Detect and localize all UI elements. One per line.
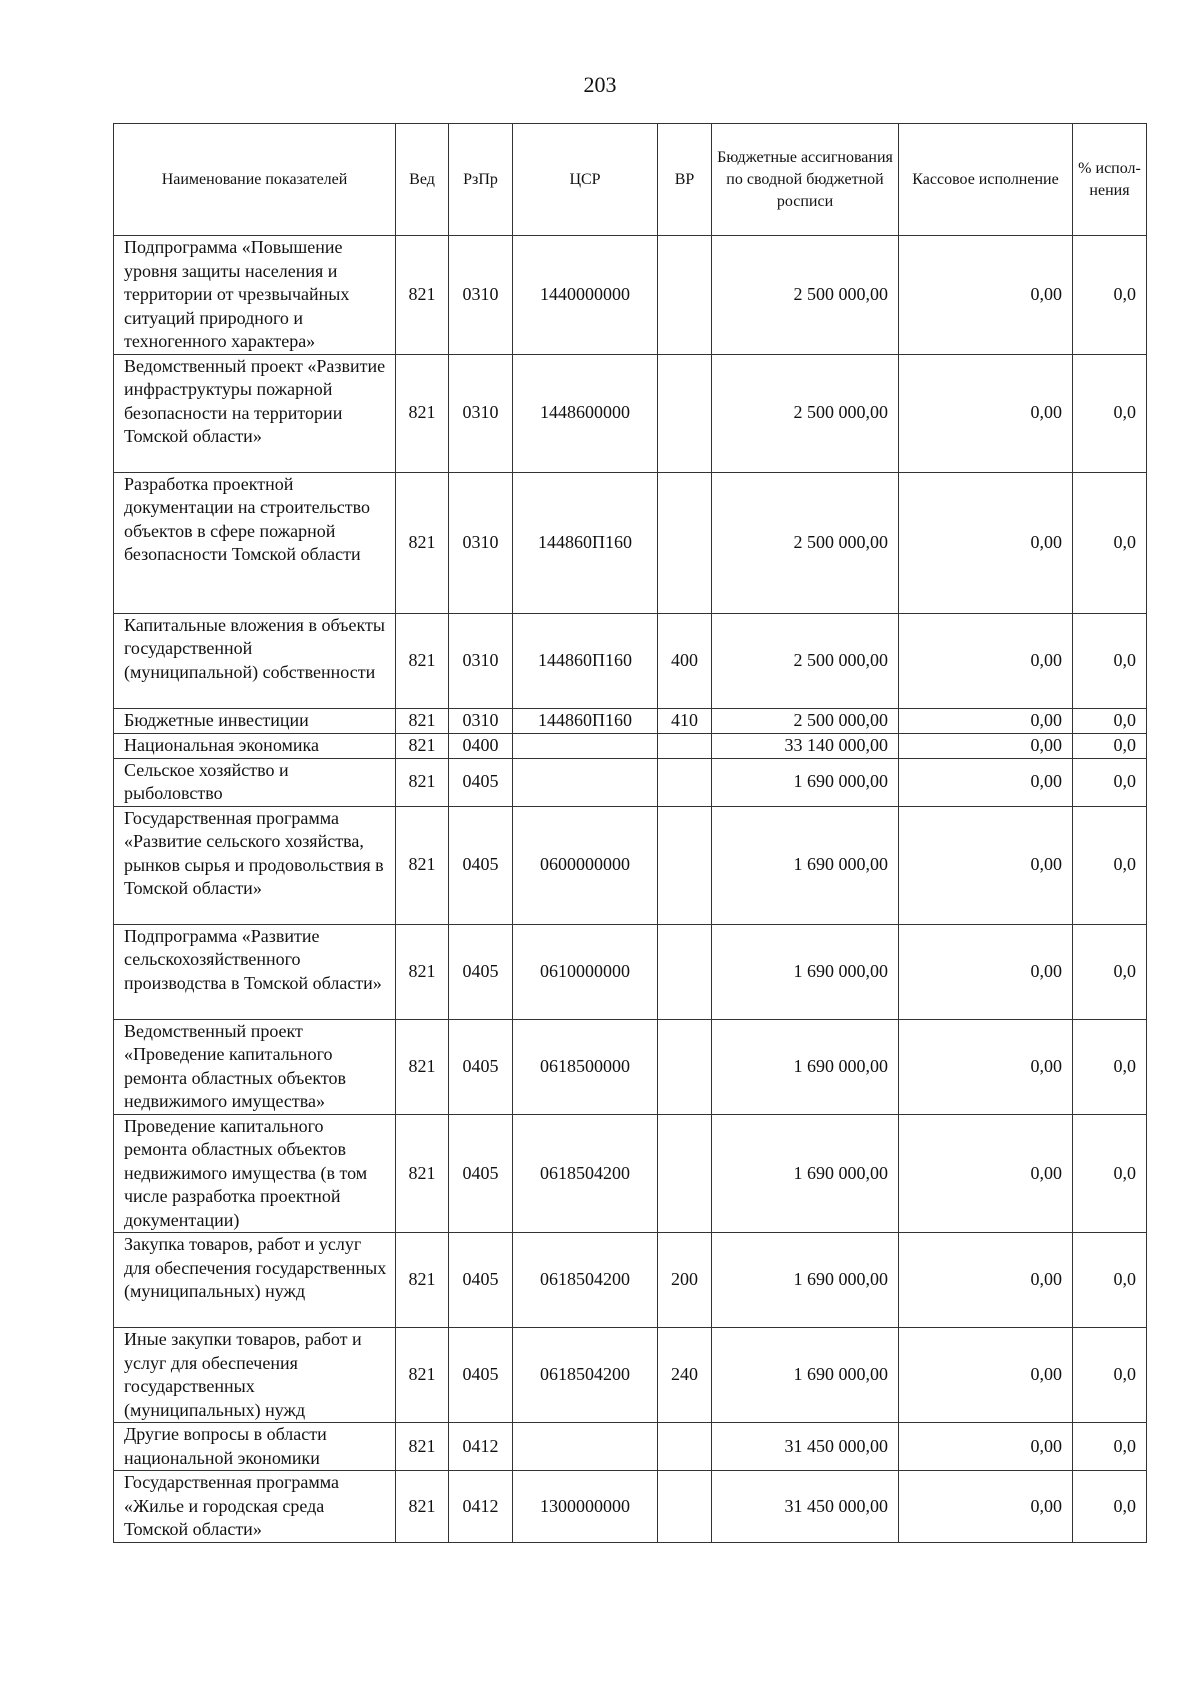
row-csr: 0618504200: [513, 1233, 658, 1328]
row-cash: 0,00: [899, 806, 1073, 924]
row-vr: [658, 1423, 712, 1471]
row-cash: 0,00: [899, 1114, 1073, 1233]
row-csr: [513, 1423, 658, 1471]
row-name: Национальная экономика: [114, 733, 396, 758]
row-percent: 0,0: [1073, 354, 1147, 472]
row-vr: [658, 236, 712, 355]
row-budget: 2 500 000,00: [712, 354, 899, 472]
row-ved: 821: [396, 1233, 449, 1328]
row-csr: 0618500000: [513, 1019, 658, 1114]
row-cash: 0,00: [899, 1423, 1073, 1471]
table-row: [114, 1019, 1147, 1114]
row-budget: 1 690 000,00: [712, 1233, 899, 1328]
row-ved: 821: [396, 806, 449, 924]
row-budget: 33 140 000,00: [712, 733, 899, 758]
row-name: Подпрограмма «Развитие сельскохозяйственного производства в Томской области»: [114, 924, 396, 1019]
row-rzpr: 0405: [449, 1114, 513, 1233]
row-percent: 0,0: [1073, 1019, 1147, 1114]
row-percent: 0,0: [1073, 613, 1147, 708]
row-percent: 0,0: [1073, 236, 1147, 355]
row-percent: 0,0: [1073, 1114, 1147, 1233]
row-csr: 0610000000: [513, 924, 658, 1019]
row-cash: 0,00: [899, 1471, 1073, 1543]
table-row: [114, 472, 1147, 613]
row-rzpr: 0310: [449, 613, 513, 708]
budget-execution-table: [113, 123, 1147, 1543]
table-row: [114, 1328, 1147, 1423]
table-row: [114, 806, 1147, 924]
row-rzpr: 0310: [449, 236, 513, 355]
row-name: Государственная программа «Развитие сельского хозяйства, рынков сырья и продовольствия в Томской области»: [114, 806, 396, 924]
row-ved: 821: [396, 1019, 449, 1114]
row-ved: 821: [396, 1423, 449, 1471]
row-cash: 0,00: [899, 354, 1073, 472]
row-csr: [513, 758, 658, 806]
row-name: Разработка проектной документации на строительство объектов в сфере пожарной безопасности Томской области: [114, 472, 396, 613]
row-rzpr: 0412: [449, 1471, 513, 1543]
row-ved: 821: [396, 924, 449, 1019]
row-percent: 0,0: [1073, 758, 1147, 806]
row-budget: 1 690 000,00: [712, 1328, 899, 1423]
row-percent: 0,0: [1073, 1233, 1147, 1328]
row-name: Ведомственный проект «Развитие инфраструктуры пожарной безопасности на территории Томской области»: [114, 354, 396, 472]
row-csr: 0618504200: [513, 1114, 658, 1233]
row-ved: 821: [396, 1471, 449, 1543]
row-percent: 0,0: [1073, 472, 1147, 613]
row-csr: 0600000000: [513, 806, 658, 924]
row-csr: 1300000000: [513, 1471, 658, 1543]
table-row: [114, 354, 1147, 472]
row-percent: 0,0: [1073, 806, 1147, 924]
row-rzpr: 0310: [449, 354, 513, 472]
row-rzpr: 0400: [449, 733, 513, 758]
row-budget: 2 500 000,00: [712, 236, 899, 355]
row-cash: 0,00: [899, 924, 1073, 1019]
row-cash: 0,00: [899, 733, 1073, 758]
row-budget: 31 450 000,00: [712, 1423, 899, 1471]
row-budget: 1 690 000,00: [712, 1019, 899, 1114]
row-ved: 821: [396, 708, 449, 733]
column-header-budget: Бюджетные ассигнования по сводной бюджетной росписи: [712, 124, 899, 236]
table-row: [114, 1471, 1147, 1543]
row-ved: 821: [396, 613, 449, 708]
table-row: [114, 758, 1147, 806]
row-name: Иные закупки товаров, работ и услуг для обеспечения государственных (муниципальных) нужд: [114, 1328, 396, 1423]
row-vr: 200: [658, 1233, 712, 1328]
table-row: [114, 1423, 1147, 1471]
row-cash: 0,00: [899, 1019, 1073, 1114]
row-csr: 144860П160: [513, 613, 658, 708]
row-cash: 0,00: [899, 1328, 1073, 1423]
row-vr: [658, 924, 712, 1019]
row-cash: 0,00: [899, 758, 1073, 806]
row-csr: [513, 733, 658, 758]
row-ved: 821: [396, 354, 449, 472]
row-ved: 821: [396, 733, 449, 758]
column-header-rzpr: РзПр: [449, 124, 513, 236]
row-vr: [658, 1019, 712, 1114]
row-cash: 0,00: [899, 236, 1073, 355]
row-csr: 1440000000: [513, 236, 658, 355]
row-ved: 821: [396, 472, 449, 613]
column-header-vr: ВР: [658, 124, 712, 236]
row-csr: 144860П160: [513, 472, 658, 613]
row-name: Другие вопросы в области национальной экономики: [114, 1423, 396, 1471]
row-name: Закупка товаров, работ и услуг для обеспечения государственных (муниципальных) нужд: [114, 1233, 396, 1328]
row-budget: 1 690 000,00: [712, 1114, 899, 1233]
row-rzpr: 0405: [449, 806, 513, 924]
row-percent: 0,0: [1073, 1471, 1147, 1543]
row-budget: 31 450 000,00: [712, 1471, 899, 1543]
row-rzpr: 0310: [449, 472, 513, 613]
table-body: [114, 236, 1147, 1543]
row-name: Проведение капитального ремонта областных объектов недвижимого имущества (в том числе разработка проектной документации): [114, 1114, 396, 1233]
row-ved: 821: [396, 236, 449, 355]
row-name: Сельское хозяйство и рыболовство: [114, 758, 396, 806]
table-row: [114, 1233, 1147, 1328]
row-csr: 144860П160: [513, 708, 658, 733]
row-budget: 1 690 000,00: [712, 758, 899, 806]
row-vr: 400: [658, 613, 712, 708]
row-ved: 821: [396, 758, 449, 806]
column-header-cash: Кассовое исполнение: [899, 124, 1073, 236]
row-percent: 0,0: [1073, 708, 1147, 733]
table-row: [114, 733, 1147, 758]
row-cash: 0,00: [899, 708, 1073, 733]
row-vr: 240: [658, 1328, 712, 1423]
row-budget: 2 500 000,00: [712, 472, 899, 613]
row-rzpr: 0405: [449, 1328, 513, 1423]
row-percent: 0,0: [1073, 733, 1147, 758]
row-cash: 0,00: [899, 472, 1073, 613]
row-rzpr: 0405: [449, 1233, 513, 1328]
row-ved: 821: [396, 1114, 449, 1233]
row-rzpr: 0405: [449, 1019, 513, 1114]
column-header-name: Наименование показателей: [114, 124, 396, 236]
row-ved: 821: [396, 1328, 449, 1423]
table-header-row: [114, 124, 1147, 236]
table-row: [114, 236, 1147, 355]
row-vr: [658, 806, 712, 924]
row-vr: [658, 1114, 712, 1233]
row-percent: 0,0: [1073, 1423, 1147, 1471]
table-row: [114, 1114, 1147, 1233]
row-budget: 2 500 000,00: [712, 708, 899, 733]
row-rzpr: 0412: [449, 1423, 513, 1471]
row-vr: 410: [658, 708, 712, 733]
page-number: 203: [583, 72, 617, 97]
row-name: Государственная программа «Жилье и городская среда Томской области»: [114, 1471, 396, 1543]
row-cash: 0,00: [899, 613, 1073, 708]
row-vr: [658, 758, 712, 806]
column-header-ved: Вед: [396, 124, 449, 236]
row-vr: [658, 472, 712, 613]
row-rzpr: 0310: [449, 708, 513, 733]
table-row: [114, 613, 1147, 708]
row-rzpr: 0405: [449, 924, 513, 1019]
row-name: Ведомственный проект «Проведение капитального ремонта областных объектов недвижимого имущества»: [114, 1019, 396, 1114]
row-budget: 2 500 000,00: [712, 613, 899, 708]
row-percent: 0,0: [1073, 924, 1147, 1019]
row-name: Бюджетные инвестиции: [114, 708, 396, 733]
row-budget: 1 690 000,00: [712, 806, 899, 924]
row-name: Капитальные вложения в объекты государственной (муниципальной) собственности: [114, 613, 396, 708]
row-rzpr: 0405: [449, 758, 513, 806]
row-budget: 1 690 000,00: [712, 924, 899, 1019]
table-row: [114, 708, 1147, 733]
row-cash: 0,00: [899, 1233, 1073, 1328]
row-vr: [658, 354, 712, 472]
row-vr: [658, 1471, 712, 1543]
row-percent: 0,0: [1073, 1328, 1147, 1423]
row-name: Подпрограмма «Повышение уровня защиты населения и территории от чрезвычайных ситуаций природного и техногенного характера»: [114, 236, 396, 355]
column-header-percent: % испол-нения: [1073, 124, 1147, 236]
row-vr: [658, 733, 712, 758]
row-csr: 0618504200: [513, 1328, 658, 1423]
row-csr: 1448600000: [513, 354, 658, 472]
table-row: [114, 924, 1147, 1019]
column-header-csr: ЦСР: [513, 124, 658, 236]
